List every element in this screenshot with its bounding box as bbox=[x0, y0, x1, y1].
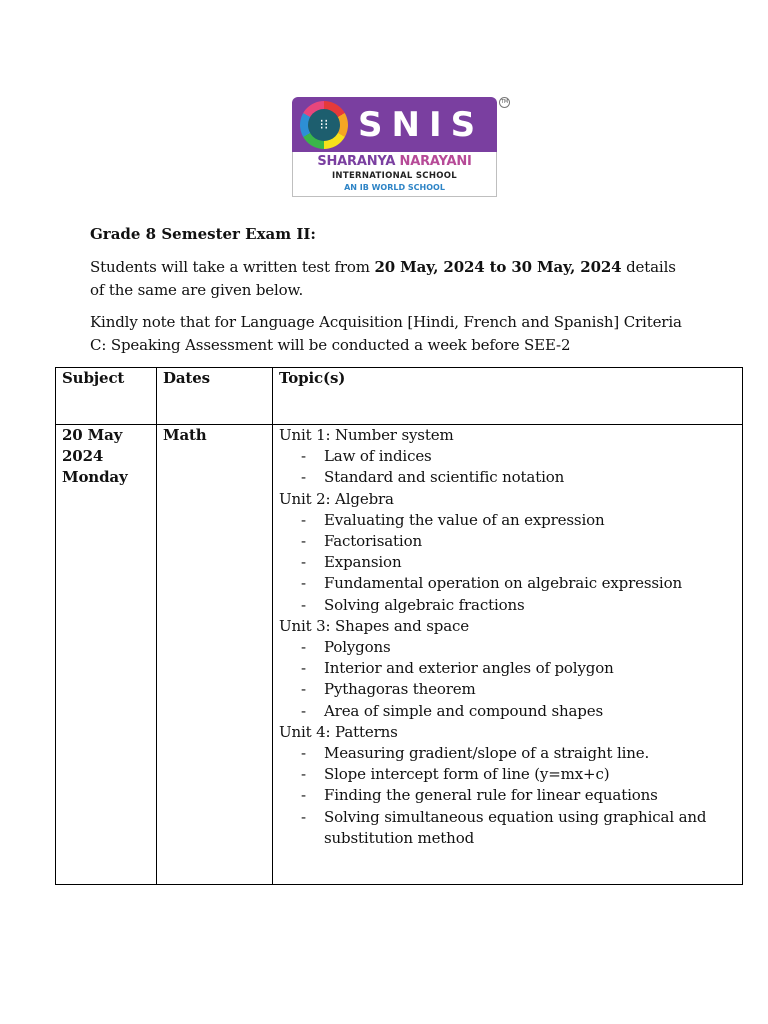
table-row bbox=[56, 425, 743, 885]
topic-list bbox=[279, 446, 736, 488]
logo-line-ib: AN IB WORLD SCHOOL bbox=[344, 183, 445, 192]
topic-item: - Solving simultaneous equation using graphical and substitution method bbox=[279, 807, 736, 849]
exam-heading: Grade 8 Semester Exam II: bbox=[90, 225, 316, 243]
topic-item: - Standard and scientific notation bbox=[279, 467, 736, 488]
exam-date-day: 20 May bbox=[62, 426, 123, 444]
exam-date-year: 2024 bbox=[62, 447, 104, 466]
logo-banner bbox=[292, 97, 497, 152]
topic-item: - Expansion bbox=[279, 552, 736, 573]
exam-subject-cell: Math bbox=[157, 425, 273, 885]
unit-title: Unit 2: Algebra bbox=[279, 489, 394, 508]
logo-emblem-icon bbox=[300, 101, 348, 149]
topic-item: - Evaluating the value of an expression bbox=[279, 510, 736, 531]
intro-text-before: Students will take a written test from bbox=[90, 258, 375, 276]
topic-item: - Pythagoras theorem bbox=[279, 679, 736, 700]
topic-item: - Fundamental operation on algebraic expression bbox=[279, 573, 736, 594]
exam-date-cell bbox=[56, 425, 157, 885]
intro-text-after: details of the same are given below. bbox=[90, 258, 676, 299]
logo-school-name bbox=[293, 154, 496, 170]
logo-brand: SNIS bbox=[358, 105, 485, 145]
topic-list bbox=[279, 743, 736, 849]
header-topics: Topic(s) bbox=[273, 368, 743, 425]
topics-cell bbox=[273, 425, 743, 885]
topic-item: - Slope intercept form of line (y=mx+c) bbox=[279, 764, 736, 785]
logo-emblem-center-icon: ⁝⁝ bbox=[308, 109, 340, 141]
unit-title: Unit 4: Patterns bbox=[279, 722, 398, 741]
intro-paragraph bbox=[90, 256, 690, 302]
trademark-icon: TM bbox=[499, 97, 510, 108]
unit-title: Unit 1: Number system bbox=[279, 426, 454, 444]
topic-list bbox=[279, 637, 736, 722]
school-logo bbox=[290, 95, 510, 199]
topic-item: - Solving algebraic fractions bbox=[279, 595, 736, 616]
table-header-row bbox=[56, 368, 743, 425]
topic-item: - Polygons bbox=[279, 637, 736, 658]
note-paragraph: Kindly note that for Language Acquisition [Hindi, French and Spanish] Criteria C: Speaking Assessment will be conducted a week before SEE-2 bbox=[90, 313, 682, 354]
logo-school-name-first: SHARANYA bbox=[317, 154, 396, 169]
intro-date-range: 20 May, 2024 to 30 May, 2024 bbox=[374, 258, 622, 276]
topic-item: - Finding the general rule for linear equations bbox=[279, 785, 736, 806]
logo-line-international: INTERNATIONAL SCHOOL bbox=[331, 171, 458, 181]
exam-schedule-table bbox=[55, 367, 743, 885]
topic-list bbox=[279, 510, 736, 616]
topic-item: - Interior and exterior angles of polygon bbox=[279, 658, 736, 679]
topic-item: - Area of simple and compound shapes bbox=[279, 701, 736, 722]
unit-title: Unit 3: Shapes and space bbox=[279, 616, 469, 635]
header-subject: Subject bbox=[56, 368, 157, 425]
topic-item: - Law of indices bbox=[279, 446, 736, 467]
header-dates: Dates bbox=[157, 368, 273, 425]
topic-item: - Measuring gradient/slope of a straight line. bbox=[279, 743, 736, 764]
logo-text-block bbox=[292, 152, 497, 197]
topic-item: - Factorisation bbox=[279, 531, 736, 552]
exam-date-weekday: Monday bbox=[62, 468, 128, 487]
logo-school-name-second: NARAYANI bbox=[399, 154, 472, 169]
